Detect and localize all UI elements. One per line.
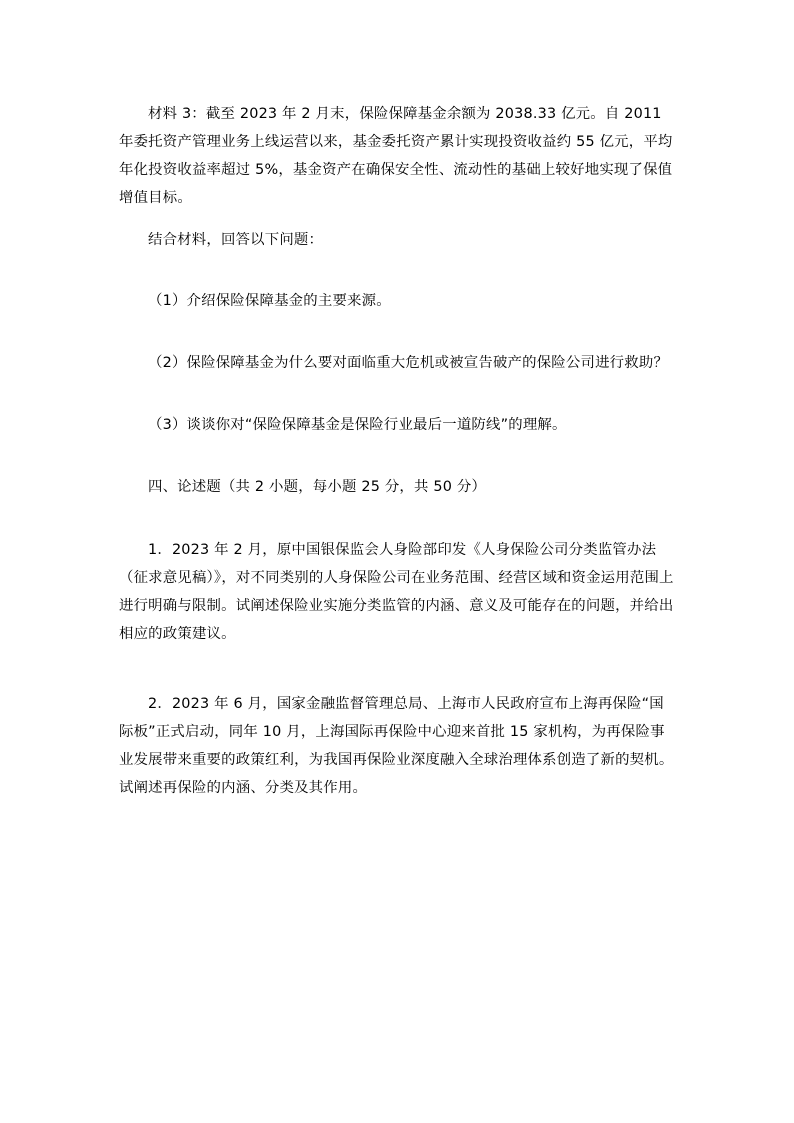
question-1: （1）介绍保险保障基金的主要来源。 [148, 293, 391, 309]
essay-question-1: 1．2023 年 2 月，原中国银保监会人身险部印发《人身保险公司分类监管办法（征求意见稿）》，对不同类别的人身保险公司在业务范围、经营区域和资金运用范围上进行明确与限制。试阐述保险业实施分类监管的内涵、意义及可能存在的问题，并给出相应的政策建议。 [119, 542, 674, 642]
question-2: （2）保险保障基金为什么要对面临重大危机或被宣告破产的保险公司进行救助？ [148, 355, 669, 371]
instruction-text: 结合材料，回答以下问题： [148, 232, 324, 248]
section-heading: 四、论述题（共 2 小题，每小题 25 分，共 50 分） [148, 479, 487, 495]
material-3-paragraph: 材料 3：截至 2023 年 2 月末，保险保障基金余额为 2038.33 亿元。自 2011 年委托资产管理业务上线运营以来，基金委托资产累计实现投资收益约 55 亿元，平均年化投资收益率超过 5%，基金资产在确保安全性、流动性的基础上较好地实现了保值增值目标。 [119, 106, 673, 206]
question-3: （3）谈谈你对“保险保障基金是保险行业最后一道防线”的理解。 [148, 417, 567, 433]
essay-question-2: 2．2023 年 6 月，国家金融监督管理总局、上海市人民政府宣布上海再保险“国际板”正式启动，同年 10 月，上海国际再保险中心迎来首批 15 家机构，为再保险事业发展带来重要的政策红利，为我国再保险业深度融入全球治理体系创造了新的契机。试阐述再保险的内涵、分类及其作用。 [119, 696, 674, 796]
